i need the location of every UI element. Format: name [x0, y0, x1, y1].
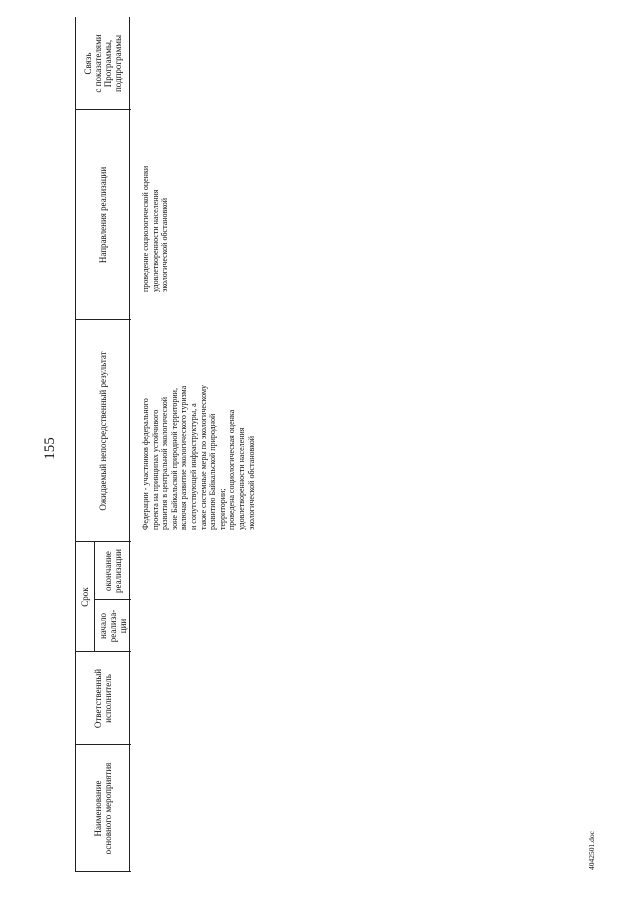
document-code — [584, 820, 598, 880]
header-end: окончание реализации — [102, 549, 123, 593]
header-term: Срок — [80, 587, 90, 607]
page-number — [38, 428, 62, 468]
document-code-text: 4042501.doc — [586, 830, 596, 870]
header-expected-result: Ожидаемый непосредственный результат — [97, 351, 108, 511]
table-header — [75, 17, 130, 872]
expected-result-text: Федерации - участников федерального проекта на принципах устойчивого развития в центральной экологической зоне Байкальской природной территории, включая развитие экологического туризма и сопутствующей инфраструктуры, а также системные меры по экологическому развитию Байкальской природной территории; проведена социологическая оценка удовлетворенности населения экологической обстановкой — [141, 384, 256, 530]
page-number-text: 155 — [41, 436, 58, 460]
header-executor: Ответственный исполнитель — [92, 668, 113, 729]
header-program-link: Связь с показателями Программы, подпрограммы — [82, 34, 123, 93]
header-directions: Направления реализации — [97, 166, 108, 264]
directions-text: проведение социологической оценки удовлетворенности населения экологической обстановкой — [141, 165, 170, 292]
header-activity-name: Наименование основного мероприятия — [92, 762, 113, 855]
header-start: начало реализа- ции — [97, 609, 128, 643]
